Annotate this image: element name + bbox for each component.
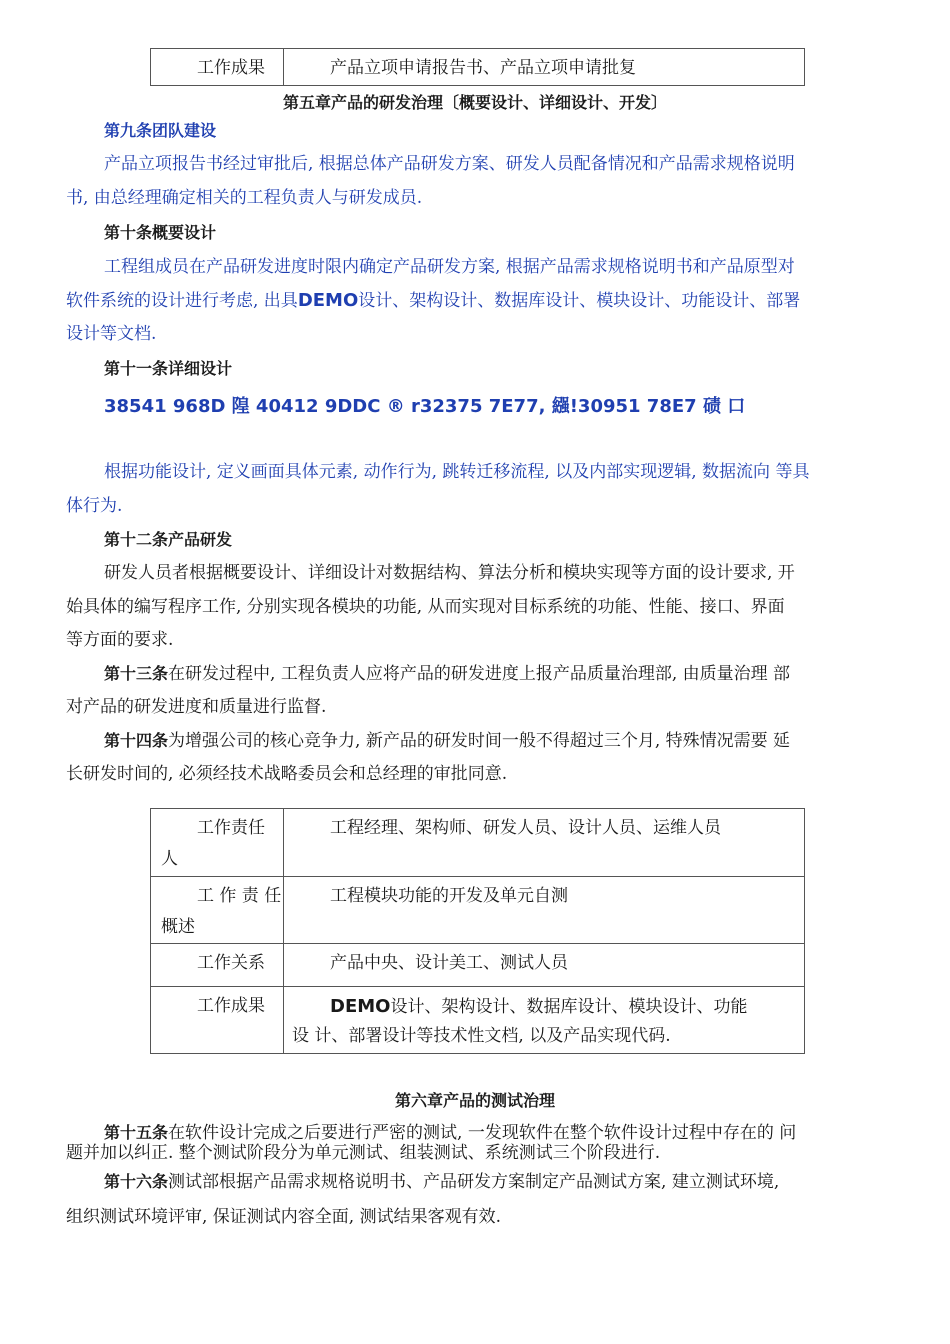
article-14-text: 为增强公司的核心竞争力, 新产品的研发时间一般不得超过三个月, 特殊情况需要 延 <box>168 731 791 751</box>
article-9-line2: 书, 由总经理确定相关的工程负责人与研发成员. <box>66 188 423 208</box>
article-14-line1 <box>104 729 790 753</box>
table-label: 工作责任 <box>197 818 265 838</box>
article-12-heading: 第十二条产品研发 <box>104 530 233 549</box>
article-13-line2: 对产品的研发进度和质量进行监督. <box>66 697 327 717</box>
article-13-line1 <box>104 662 790 686</box>
article-10-line1: 工程组成员在产品研发进度时限内确定产品研发方案, 根据产品需求规格说明书和产品原型对 <box>104 257 795 277</box>
chapter-5-title: 第五章产品的研发治理〔概要设计、详细设计、开发〕 <box>282 93 667 112</box>
table-value-cell <box>284 49 805 86</box>
table-label-cell <box>151 809 284 877</box>
article-10-line2-pre: 软件系统的设计进行考虑, 出具 <box>66 291 298 311</box>
article-15-label: 第十五条 <box>104 1123 169 1142</box>
table-label-cell <box>151 877 284 944</box>
article-13-label: 第十三条 <box>104 664 169 683</box>
table-value <box>284 987 804 1021</box>
table-value-cell <box>284 944 805 987</box>
article-16-line1 <box>104 1170 779 1194</box>
table-row <box>151 944 805 987</box>
article-11-heading: 第十一条详细设计 <box>104 359 233 378</box>
table-label-cont: 人 <box>161 849 178 869</box>
top-table <box>150 48 805 86</box>
table-label: 工作关系 <box>197 953 265 973</box>
table-label-cell <box>151 987 284 1054</box>
table-label-cell <box>151 944 284 987</box>
table-label-cell <box>151 49 284 86</box>
table-row <box>151 877 805 944</box>
article-12-line1: 研发人员者根据概要设计、详细设计对数据结构、算法分析和模块实现等方面的设计要求, 开 <box>104 563 795 583</box>
article-13-text: 在研发过程中, 工程负责人应将产品的研发进度上报产品质量治理部, 由质量治理 部 <box>168 664 791 684</box>
table-value: 产品立项申请报告书、产品立项申请批复 <box>330 58 636 78</box>
article-10-heading: 第十条概要设计 <box>104 223 217 242</box>
table-value-cont: 设 计、部署设计等技术性文档, 以及产品实现代码. <box>292 1026 671 1046</box>
table-row <box>151 809 805 877</box>
article-10-line3: 设计等文档. <box>66 324 157 344</box>
article-14-line2: 长研发时间的, 必须经技术战略委员会和总经理的审批同意. <box>66 764 508 784</box>
article-10-line2 <box>66 289 800 313</box>
article-15-text: 在软件设计完成之后要进行严密的测试, 一发现软件在整个软件设计过程中存在的 问 <box>168 1123 797 1143</box>
table-row <box>151 987 805 1054</box>
table-value: 工程模块功能的开发及单元自测 <box>330 886 568 906</box>
article-16-line2: 组织测试环境评审, 保证测试内容全面, 测试结果客观有效. <box>66 1207 502 1227</box>
article-11-line1: 根据功能设计, 定义画面具体元素, 动作行为, 跳转迁移流程, 以及内部实现逻辑, 数据流向 等具 <box>104 462 810 482</box>
demo-text: DEMO <box>330 996 391 1017</box>
responsibility-table <box>150 808 805 1054</box>
article-16-label: 第十六条 <box>104 1172 169 1191</box>
table-row <box>151 49 805 86</box>
table-value: 工程经理、架构师、研发人员、设计人员、运维人员 <box>330 818 721 838</box>
article-12-line2: 始具体的编写程序工作, 分别实现各模块的功能, 从而实现对目标系统的功能、性能、接口、界面 <box>66 597 785 617</box>
article-11-garbled-line: 38541 968D 隍 40412 9DDC ® r32375 7E77, 繦!30951 78E7 碛 口 <box>104 396 746 417</box>
table-label-cont: 概述 <box>161 917 195 937</box>
table-value-cell <box>284 877 805 944</box>
chapter-6-title: 第六章产品的测试治理 <box>394 1091 555 1110</box>
article-9-line1: 产品立项报告书经过审批后, 根据总体产品研发方案、研发人员配备情况和产品需求规格说明 <box>104 154 795 174</box>
table-value-cell <box>284 987 805 1054</box>
article-12-line3: 等方面的要求. <box>66 630 174 650</box>
article-14-label: 第十四条 <box>104 731 169 750</box>
article-15-line2: 题并加以纠正. 整个测试阶段分为单元测试、组装测试、系统测试三个阶段进行. <box>66 1143 661 1163</box>
table-label: 工 作 责 任 <box>197 886 282 906</box>
table-label: 工作成果 <box>197 58 265 78</box>
article-10-line2-post: 设计、架构设计、数据库设计、模块设计、功能设计、部署 <box>358 291 801 311</box>
article-16-text: 测试部根据产品需求规格说明书、产品研发方案制定产品测试方案, 建立测试环境, <box>168 1172 780 1192</box>
demo-text: DEMO <box>297 290 359 311</box>
table-label: 工作成果 <box>197 996 265 1016</box>
table-value: 产品中央、设计美工、测试人员 <box>330 953 568 973</box>
table-value-text: 设计、架构设计、数据库设计、模块设计、功能 <box>390 997 748 1017</box>
table-value-cell <box>284 809 805 877</box>
article-9-heading: 第九条团队建设 <box>104 121 217 140</box>
article-11-line2: 体行为. <box>66 496 123 516</box>
